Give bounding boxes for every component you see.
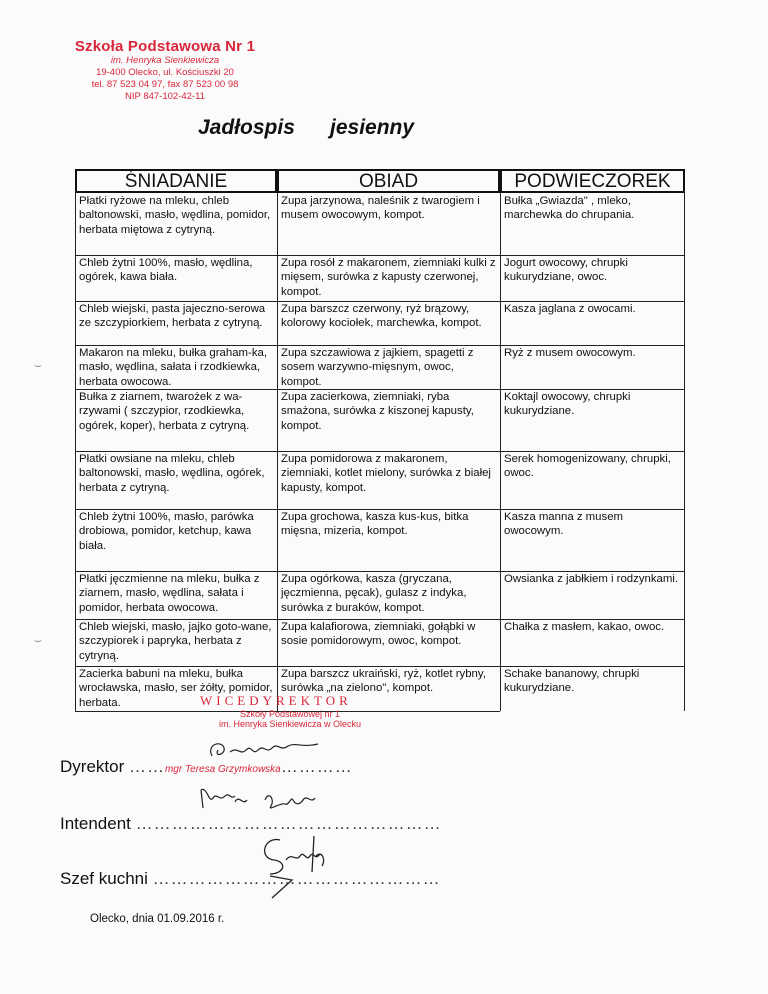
column-header-dinner: OBIAD: [277, 169, 500, 193]
snack-cell: Ryż z musem owocowym.: [500, 345, 685, 389]
stamp-title: WICEDYREKTOR: [200, 693, 352, 708]
title-word-2: jesienny: [330, 116, 415, 139]
breakfast-cell: Płatki ryżowe na mleku, chleb baltonowski, masło, wędlina, pomidor, herbata miętowa z cytryną.: [75, 193, 277, 255]
dotted-line: ……: [128, 757, 165, 776]
chef-label: Szef kuchni: [60, 869, 148, 888]
table-row: [75, 451, 685, 509]
title-word-1: Jadłospis: [198, 116, 295, 139]
snack-cell: Chałka z masłem, kakao, owoc.: [500, 619, 685, 666]
snack-cell: Serek homogenizowany, chrupki, owoc.: [500, 451, 685, 509]
director-label: Dyrektor: [60, 757, 125, 776]
column-header-breakfast: ŚNIADANIE: [75, 169, 277, 193]
director-printed-name: mgr Teresa Grzymkowska: [164, 764, 281, 775]
breakfast-cell: Płatki jęczmienne na mleku, bułka z ziarnem, masło, wędlina, sałata i pomidor, herbata owocowa.: [75, 571, 277, 619]
table-row: [75, 389, 685, 451]
school-header: [60, 38, 270, 103]
school-address: 19-400 Olecko, ul. Kościuszki 20: [96, 67, 234, 78]
official-stamp: [170, 693, 410, 729]
dinner-cell: Zupa zacierkowa, ziemniaki, ryba smażona, surówka z kiszonej kapusty, kompot.: [277, 389, 500, 451]
table-row: [75, 619, 685, 666]
table-row: [75, 345, 685, 389]
breakfast-cell: Chleb wiejski, pasta jajeczno-serowa ze szczypiorkiem, herbata z cytryną.: [75, 301, 277, 345]
table-row: [75, 571, 685, 619]
breakfast-cell: Chleb żytni 100%, masło, wędlina, ogórek, kawa biała.: [75, 255, 277, 301]
school-phone: tel. 87 523 04 97, fax 87 523 00 98: [91, 79, 239, 90]
director-handwritten-signature: [200, 738, 340, 766]
breakfast-cell: Bułka z ziarnem, twarożek z wa-rzywami ( szczypior, rzodkiewka, ogórek, koper), herbata z cytryną.: [75, 389, 277, 451]
snack-cell: Kasza manna z musem owocowym.: [500, 509, 685, 571]
column-header-snack: PODWIECZOREK: [500, 169, 685, 193]
stamp-line-1: Szkoły Podstawowej nr 1: [239, 709, 341, 719]
dinner-cell: Zupa pomidorowa z makaronem, ziemniaki, kotlet mielony, surówka z białej kapusty, kompot.: [277, 451, 500, 509]
punch-mark: ⌣: [34, 358, 42, 372]
punch-mark: ⌣: [34, 633, 42, 647]
breakfast-cell: Makaron na mleku, bułka graham-ka, masło, wędlina, sałata i rzodkiewka, herbata owocowa.: [75, 345, 277, 389]
stamp-line-2: im. Henryka Sienkiewicza w Olecku: [218, 719, 362, 729]
snack-cell: Kasza jaglana z owocami.: [500, 301, 685, 345]
breakfast-cell: Chleb wiejski, masło, jajko goto-wane, szczypiorek i papryka, herbata z cytryną.: [75, 619, 277, 666]
dinner-cell: Zupa kalafiorowa, ziemniaki, gołąbki w sosie pomidorowym, owoc, kompot.: [277, 619, 500, 666]
school-nip: NIP 847-102-42-11: [125, 91, 205, 102]
snack-cell: Owsianka z jabłkiem i rodzynkami.: [500, 571, 685, 619]
table-row: [75, 301, 685, 345]
dinner-cell: Zupa barszcz ukraiński, ryż, kotlet rybny, surówka „na zielono", kompot.: [277, 666, 500, 711]
school-name: Szkoła Podstawowa Nr 1: [74, 38, 256, 55]
place-and-date: Olecko, dnia 01.09.2016 r.: [90, 913, 225, 925]
breakfast-cell: Chleb żytni 100%, masło, parówka drobiowa, pomidor, ketchup, kawa biała.: [75, 509, 277, 571]
dotted-line: …………: [280, 757, 353, 776]
snack-cell: Bułka „Gwiazda" , mleko, marchewka do chrupania.: [500, 193, 685, 255]
table-row: [75, 255, 685, 301]
snack-cell: Schake bananowy, chrupki kukurydziane.: [500, 666, 685, 711]
breakfast-cell: Płatki owsiane na mleku, chleb baltonowski, masło, wędlina, ogórek, herbata z cytryną.: [75, 451, 277, 509]
intendent-label: Intendent: [60, 814, 131, 833]
snack-cell: Jogurt owocowy, chrupki kukurydziane, owoc.: [500, 255, 685, 301]
dotted-line: ……………………………………………: [135, 814, 442, 833]
table-row: [75, 193, 685, 255]
dinner-cell: Zupa szczawiowa z jajkiem, spagetti z sosem warzywno-mięsnym, owoc, kompot.: [277, 345, 500, 389]
dinner-cell: Zupa jarzynowa, naleśnik z twarogiem i musem owocowym, kompot.: [277, 193, 500, 255]
table-row: [75, 509, 685, 571]
dinner-cell: Zupa rosół z makaronem, ziemniaki kulki z mięsem, surówka z kapusty czerwonej, kompot.: [277, 255, 500, 301]
school-patron: im. Henryka Sienkiewicza: [110, 55, 220, 66]
chef-handwritten-signature: [250, 830, 370, 900]
dinner-cell: Zupa barszcz czerwony, ryż brązowy, kolorowy kociołek, marchewka, kompot.: [277, 301, 500, 345]
dinner-cell: Zupa ogórkowa, kasza (gryczana, jęczmienna, pęcak), gulasz z indyka, surówka z buraków, kompot.: [277, 571, 500, 619]
breakfast-cell: Zacierka babuni na mleku, bułka wrocławska, masło, ser żółty, pomidor, herbata.: [75, 666, 277, 711]
intendent-handwritten-signature: [195, 782, 335, 818]
dotted-line: …………………………………………: [152, 869, 441, 888]
snack-cell: Koktajl owocowy, chrupki kukurydziane.: [500, 389, 685, 451]
dinner-cell: Zupa grochowa, kasza kus-kus, bitka mięsna, mizeria, kompot.: [277, 509, 500, 571]
